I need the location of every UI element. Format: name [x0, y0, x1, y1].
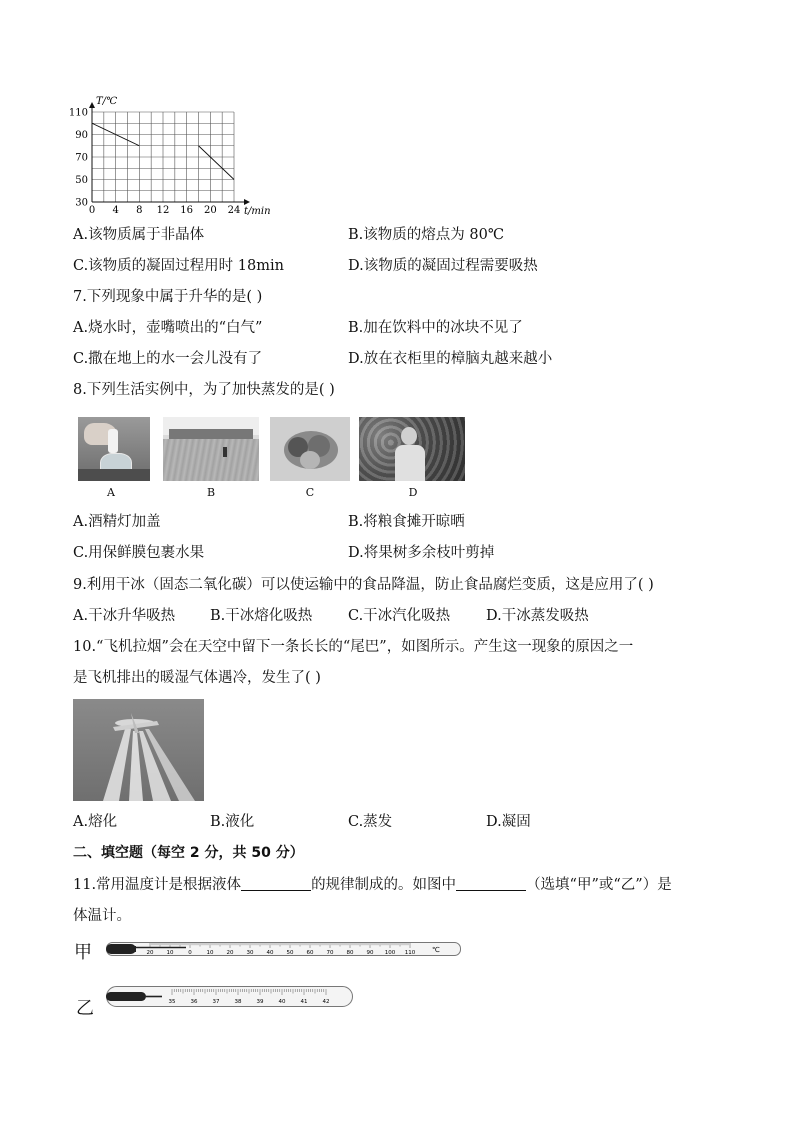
yi-tick-label: 42	[322, 999, 330, 1005]
q8-option-b[interactable]: B.将粮食摊开晾晒	[348, 514, 465, 530]
x-tick-label: 20	[203, 205, 217, 216]
yi-tick-label: 37	[212, 999, 220, 1005]
q7-option-c[interactable]: C.撒在地上的水一会儿没有了	[73, 351, 263, 367]
q7-stem: 7.下列现象中属于升华的是( )	[73, 289, 263, 305]
yi-tick-label: 35	[168, 999, 176, 1005]
yi-tick-label: 41	[300, 999, 308, 1005]
q8-photo-b	[163, 417, 259, 481]
yi-tick-label: 36	[190, 999, 198, 1005]
jia-tick-label: 10	[166, 950, 174, 956]
q10-photo-plane	[73, 699, 204, 801]
q6-option-d[interactable]: D.该物质的凝固过程需要吸热	[348, 258, 538, 274]
yi-tick-label: 40	[278, 999, 286, 1005]
x-tick-label: 4	[112, 205, 119, 216]
y-tick-label: 30	[75, 197, 88, 209]
q8-caption-d: D	[408, 486, 418, 499]
q8-photo-c	[270, 417, 350, 481]
x-axis-arrow	[244, 199, 250, 205]
x-tick-label: 16	[180, 205, 194, 216]
q8-stem: 8.下列生活实例中，为了加快蒸发的是( )	[73, 382, 335, 398]
x-tick-label: 8	[136, 205, 143, 216]
series-line-2	[199, 146, 235, 180]
q9-option-b[interactable]: B.干冰熔化吸热	[210, 608, 313, 624]
jia-tick-label: 0	[188, 950, 192, 956]
q10-stem-line1: 10.“飞机拉烟”会在天空中留下一条长长的“尾巴”，如图所示。产生这一现象的原因之一	[73, 639, 634, 655]
q6-option-c[interactable]: C.该物质的凝固过程用时 18min	[73, 258, 284, 274]
q11-blank-2[interactable]	[456, 876, 526, 891]
q8-photo-d	[359, 417, 465, 481]
y-tick-label: 50	[75, 175, 88, 186]
jia-tick-label: 10	[206, 950, 214, 956]
q11-text-part1: 11.常用温度计是根据液体	[73, 877, 242, 893]
jia-tick-label: 110	[404, 950, 416, 956]
jia-tick-label: 100	[384, 950, 396, 956]
x-tick-label: 24	[227, 205, 241, 216]
q8-caption-b: B	[206, 486, 216, 499]
plane-contrail-drawing	[73, 699, 204, 801]
q10-option-d[interactable]: D.凝固	[486, 814, 531, 830]
q8-option-d[interactable]: D.将果树多余枝叶剪掉	[348, 545, 495, 561]
thermometer-yi	[106, 984, 356, 1010]
y-tick-label: 90	[75, 130, 88, 141]
jia-tick-label: 50	[286, 950, 294, 956]
q10-option-b[interactable]: B.液化	[210, 814, 255, 830]
yi-tick-label: 39	[256, 999, 264, 1005]
q8-photo-a	[78, 417, 150, 481]
q10-stem-line2: 是飞机排出的暖湿气体遇冷，发生了( )	[73, 670, 321, 686]
y-tick-label: 110	[68, 107, 88, 119]
y-tick-label: 70	[75, 152, 88, 164]
section-2-title: 二、填空题（每空 2 分，共 50 分）	[73, 845, 304, 861]
q9-option-a[interactable]: A.干冰升华吸热	[73, 608, 176, 624]
q9-option-c[interactable]: C.干冰汽化吸热	[348, 608, 451, 624]
yi-tick-label: 38	[234, 999, 242, 1005]
q8-option-a[interactable]: A.酒精灯加盖	[73, 514, 161, 530]
label-yi: 乙	[76, 998, 94, 1019]
y-axis-arrow	[89, 102, 95, 108]
jia-tick-label: 60	[306, 950, 314, 956]
q11-text-part2: 的规律制成的。如图中	[311, 877, 457, 893]
q8-caption-c: C	[305, 486, 315, 499]
q9-option-d[interactable]: D.干冰蒸发吸热	[486, 608, 589, 624]
temperature-time-chart	[68, 92, 288, 220]
jia-tick-label: 90	[366, 950, 374, 956]
jia-tick-label: 20	[146, 950, 154, 956]
q11-blank-1[interactable]	[241, 876, 311, 891]
q7-option-b[interactable]: B.加在饮料中的冰块不见了	[348, 320, 523, 336]
jia-tick-label: 80	[346, 950, 354, 956]
q8-caption-a: A	[107, 486, 115, 499]
jia-tick-label: 40	[266, 950, 274, 956]
thermometer-jia	[106, 939, 462, 959]
q10-option-c[interactable]: C.蒸发	[348, 814, 393, 830]
jia-tick-label: 70	[326, 950, 334, 956]
x-tick-label: 12	[156, 205, 170, 216]
q9-stem: 9.利用干冰（固态二氧化碳）可以使运输中的食品降温，防止食品腐烂变质，这是应用了( )	[73, 577, 654, 593]
q10-option-a[interactable]: A.熔化	[73, 814, 118, 830]
q6-option-a[interactable]: A.该物质属于非晶体	[73, 227, 205, 243]
q6-option-b[interactable]: B.该物质的熔点为 80℃	[348, 227, 505, 243]
jia-unit-label: ℃	[432, 946, 440, 954]
x-axis-label: t/min	[244, 206, 271, 217]
q11-stem-line1	[73, 875, 672, 895]
label-jia: 甲	[74, 942, 92, 963]
q11-stem-line2: 体温计。	[73, 908, 131, 924]
jia-tick-label: 30	[246, 950, 254, 956]
q7-option-d[interactable]: D.放在衣柜里的樟脑丸越来越小	[348, 351, 553, 367]
q8-option-c[interactable]: C.用保鲜膜包裹水果	[73, 545, 205, 561]
jia-tick-label: 20	[226, 950, 234, 956]
q11-text-part3: （选填“甲”或“乙”）是	[526, 877, 672, 893]
x-tick-label: 0	[88, 205, 96, 216]
y-axis-label: T/℃	[96, 96, 118, 107]
q7-option-a[interactable]: A.烧水时，壶嘴喷出的“白气”	[73, 320, 263, 336]
